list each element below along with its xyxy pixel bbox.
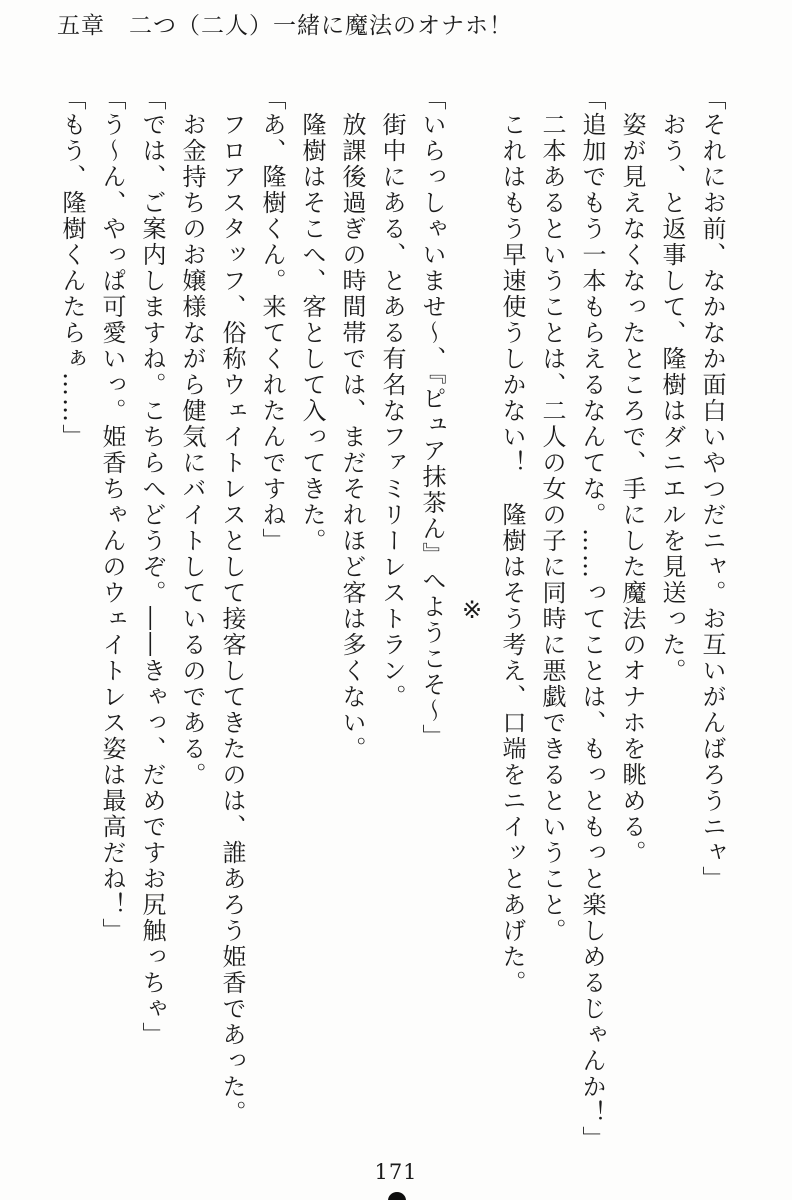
paragraph: 「う〜ん、やっぱ可愛いっ。姫香ちゃんのウェイトレス姿は最高だね！」 [98,86,126,944]
paragraph: フロアスタッフ、俗称ウェイトレスとして接客してきたのは、誰あろう姫香であった。 [218,112,246,1126]
paragraph: おう、と返事して、隆樹はダニエルを見送った。 [658,112,686,684]
paragraph: これはもう早速使うしかない！ 隆樹はそう考え、口端をニイッとあげた。 [498,112,526,996]
paragraph: 「追加でもう一本もらえるなんてな。……ってことは、もっともっと楽しめるじゃんか！」 [578,86,606,1152]
paragraph: お金持ちのお嬢様ながら健気にバイトしているのである。 [178,112,206,788]
paragraph: 「あ、隆樹くん。来てくれたんですね」 [258,86,286,554]
paragraph: 街中にある、とある有名なファミリーレストラン。 [378,112,406,710]
paragraph: 隆樹はそこへ、客として入ってきた。 [298,112,326,554]
paragraph: 二本あるということは、二人の女の子に同時に悪戯できるということ。 [538,112,566,944]
paragraph: 「いらっしゃいませ〜、『ピュア抹茶ん』へようこそ〜」 [418,86,446,750]
paragraph: 放課後過ぎの時間帯では、まだそれほど客は多くない。 [338,112,366,762]
section-separator: ※ [458,596,486,624]
paragraph: 「では、ご案内しますね。こちらへどうぞ。――きゃっ、だめですお尻触っちゃ」 [138,86,166,1048]
paragraph: 「それにお前、なかなか面白いやつだニャ。お互いがんばろうニャ」 [698,86,726,892]
paragraph: 「もう、隆樹くんたらぁ……」 [58,86,86,450]
scan-dot-mark [388,1192,406,1200]
chapter-header: 五章 二つ（二人）一緒に魔法のオナホ！ [57,13,513,39]
main-text-block [52,86,732,1152]
paragraph: 姿が見えなくなったところで、手にした魔法のオナホを眺める。 [618,112,646,866]
page-number: 171 [374,1160,418,1184]
